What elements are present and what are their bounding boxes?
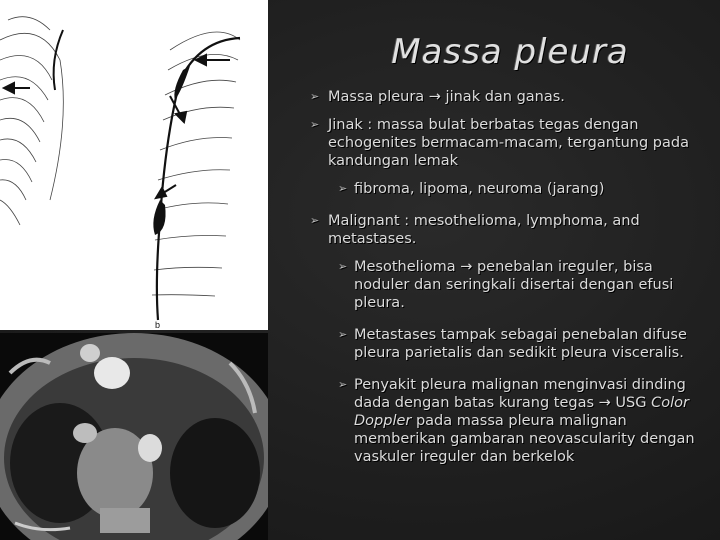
bullet-arrow-icon: ➢ (338, 328, 348, 341)
bullet-text: Jinak : massa bulat berbatas tegas dengan echogenites bermacam-macam, tergantung pada kandungan lemak (328, 117, 689, 169)
sub-bullet-item (310, 376, 705, 466)
bullet-arrow-icon: ➢ (310, 214, 320, 227)
bullet-arrow-icon: ➢ (338, 182, 348, 195)
bullet-text: Malignant : mesothelioma, lymphoma, and metastases. (328, 213, 640, 247)
bullet-text-part: Penyakit pleura malignan menginvasi dinding dada dengan batas kurang tegas → USG (354, 377, 686, 411)
slide-title: Massa pleura (391, 32, 629, 72)
bullet-list (310, 88, 705, 480)
ct-scan-image (0, 333, 268, 540)
figure-label: b (155, 320, 161, 330)
bullet-arrow-icon: ➢ (310, 90, 320, 103)
bullet-text-part: pada massa pleura malignan memberikan gambaran neovascularity dengan vaskuler ireguler dan berkelok (354, 413, 695, 465)
bullet-item (310, 212, 705, 248)
bullet-text: fibroma, lipoma, neuroma (jarang) (354, 181, 605, 197)
bullet-text: Massa pleura → jinak dan ganas. (328, 89, 565, 105)
bullet-item (310, 116, 705, 170)
bullet-arrow-icon: ➢ (338, 378, 348, 391)
diagram-drawing (0, 0, 268, 330)
sub-bullet-item (310, 258, 705, 312)
bullet-arrow-icon: ➢ (310, 118, 320, 131)
bullet-text: Metastases tampak sebagai penebalan difuse pleura parietalis dan sedikit pleura visceralis. (354, 327, 687, 361)
bullet-text (354, 376, 705, 466)
sub-bullet-item (310, 326, 705, 362)
ct-scan-drawing (0, 333, 268, 540)
sub-bullet-item (310, 180, 705, 198)
bullet-item (310, 88, 705, 106)
pleural-mass-diagram-image (0, 0, 268, 330)
bullet-text-italic: Color Doppler (354, 395, 689, 429)
bullet-arrow-icon: ➢ (338, 260, 348, 273)
bullet-text: Mesothelioma → penebalan ireguler, bisa noduler dan seringkali disertai dengan efusi pleura. (354, 259, 674, 311)
